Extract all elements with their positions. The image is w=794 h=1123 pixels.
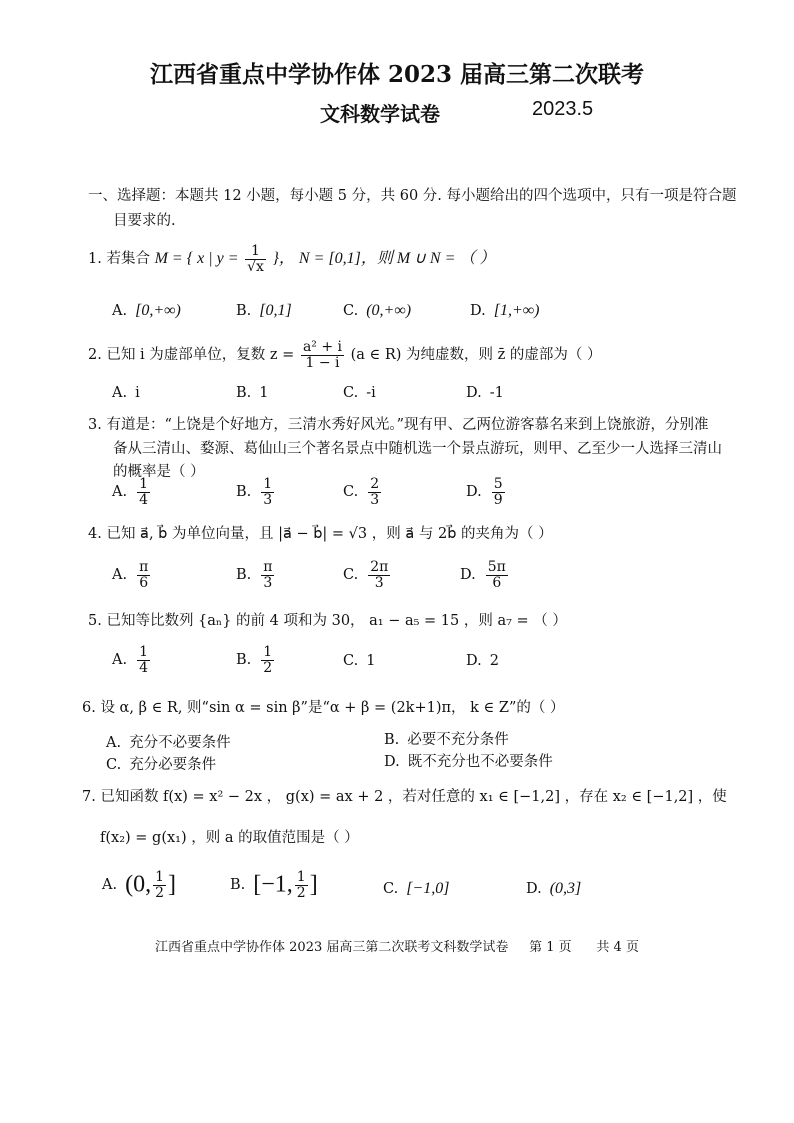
q6-option-c[interactable]: C. 充分必要条件 xyxy=(106,757,217,773)
q3-option-c[interactable]: C. $\frac{2}{3}$ xyxy=(343,476,380,508)
footer-text: 江西省重点中学协作体 2023 届高三第二次联考文科数学试卷 xyxy=(155,940,509,955)
q2-option-b[interactable]: B. 1 xyxy=(236,385,269,401)
q3-option-d[interactable]: D. $\frac{5}{9}$ xyxy=(466,476,503,508)
q1-fraction xyxy=(245,244,266,274)
q5-option-a[interactable]: A. $\frac{1}{4}$ xyxy=(112,644,149,676)
q5-number: 5. xyxy=(88,613,102,629)
footer-page: 第 1 页 xyxy=(529,940,572,955)
section-heading-line2: 目要求的. xyxy=(113,213,176,229)
question-2 xyxy=(88,340,602,370)
q5-option-c[interactable]: C. 1 xyxy=(343,653,376,669)
exam-subtitle: 文科数学试卷 xyxy=(320,102,440,126)
q1-option-c[interactable]: C. (0,+∞) xyxy=(343,302,412,319)
q4-option-a[interactable]: A. $\frac{\pi}{6}$ xyxy=(112,559,149,591)
q1-number: 1. xyxy=(88,251,102,268)
question-1 xyxy=(88,244,495,274)
question-7-line1: 7. 已知函数 f(x) = x² − 2x ， g(x) = ax + 2 ，若对任意的 x₁ ∈ [−1,2] ，存在 x₂ ∈ [−1,2] ，使 xyxy=(82,789,727,805)
page-footer xyxy=(0,936,794,955)
q4-option-d[interactable]: D. $\frac{5\pi}{6}$ xyxy=(460,559,506,591)
q2-fraction xyxy=(301,340,344,370)
q1-option-a[interactable]: A. [0,+∞) xyxy=(112,302,181,319)
q2-number: 2. xyxy=(88,347,102,364)
question-3-line1: 3. 有道是：“上饶是个好地方，三清水秀好风光。”现有甲、乙两位游客慕名来到上饶旅游，分别准 xyxy=(88,417,709,433)
q6-option-b[interactable]: B. 必要不充分条件 xyxy=(384,732,509,748)
q3-option-a[interactable]: A. $\frac{1}{4}$ xyxy=(112,476,149,508)
q1-option-d[interactable]: D. [1,+∞) xyxy=(470,302,540,319)
q3-number: 3. xyxy=(88,417,102,433)
q4-option-b[interactable]: B. $\frac{\pi}{3}$ xyxy=(236,559,273,591)
question-3-line3: 的概率是（ ） xyxy=(113,464,205,480)
section-heading-line1: 一、选择题：本题共 12 小题，每小题 5 分，共 60 分. 每小题给出的四个选项中，只有一项是符合题 xyxy=(88,188,737,204)
q6-option-d[interactable]: D. 既不充分也不必要条件 xyxy=(384,754,553,770)
q7-option-c[interactable]: C. [−1,0] xyxy=(383,880,450,897)
q1-frac-den: √x xyxy=(247,258,264,275)
q1-tail: }， N = [0,1]，则 M ∪ N = （ ） xyxy=(272,250,496,268)
q2-option-d[interactable]: D. -1 xyxy=(466,385,504,401)
q1-frac-num: 1 xyxy=(245,244,266,260)
q7-number: 7. xyxy=(82,789,96,805)
q3-option-b[interactable]: B. $\frac{1}{3}$ xyxy=(236,476,273,508)
footer-total: 共 4 页 xyxy=(596,940,639,955)
q7-option-a[interactable]: A. (0, $\frac{1}{2}$ ] xyxy=(102,869,177,901)
q7-option-b[interactable]: B. [−1, $\frac{1}{2}$ ] xyxy=(230,869,318,901)
question-6: 6. 设 α, β ∈ R, 则“sin α = sin β”是“α + β = (2k+1)π， k ∈ Z”的（ ） xyxy=(82,700,565,716)
q1-option-b[interactable]: B. [0,1] xyxy=(236,302,292,319)
exam-date: 2023.5 xyxy=(532,98,594,120)
q2-frac-num: a² + i xyxy=(302,339,343,355)
q2-lead: 已知 i 为虚部单位，复数 z = xyxy=(106,347,295,364)
question-5: 5. 已知等比数列 {aₙ} 的前 4 项和为 30， a₁ − a₅ = 15 ，则 a₇ = （ ） xyxy=(88,613,567,629)
q1-set-expr: M = { x | y = xyxy=(154,250,239,268)
q4-option-c[interactable]: C. $\frac{2\pi}{3}$ xyxy=(343,559,389,591)
question-3-line2: 备从三清山、婺源、葛仙山三个著名景点中随机选一个景点游玩，则甲、乙至少一人选择三清山 xyxy=(113,441,722,457)
q2-tail: (a ∈ R) 为纯虚数，则 z̄ 的虚部为（ ） xyxy=(350,347,602,364)
question-4: 4. 已知 a⃗, b⃗ 为单位向量，且 |a⃗ − b⃗| = √3 ，则 a⃗ 与 2b⃗ 的夹角为（ ） xyxy=(88,526,553,542)
q2-option-c[interactable]: C. -i xyxy=(343,385,376,401)
question-7-line2: f(x₂) = g(x₁) ，则 a 的取值范围是（ ） xyxy=(100,830,359,846)
q2-frac-den: 1 − i xyxy=(305,354,340,371)
exam-title: 江西省重点中学协作体 2023 届高三第二次联考 xyxy=(149,61,645,88)
q6-number: 6. xyxy=(82,700,96,716)
q5-option-b[interactable]: B. $\frac{1}{2}$ xyxy=(236,644,273,676)
q5-option-d[interactable]: D. 2 xyxy=(466,653,499,669)
q4-number: 4. xyxy=(88,526,102,542)
q2-option-a[interactable]: A. i xyxy=(112,385,140,401)
q1-lead: 若集合 xyxy=(106,251,150,268)
q7-option-d[interactable]: D. (0,3] xyxy=(526,880,582,897)
q6-option-a[interactable]: A. 充分不必要条件 xyxy=(106,735,231,751)
